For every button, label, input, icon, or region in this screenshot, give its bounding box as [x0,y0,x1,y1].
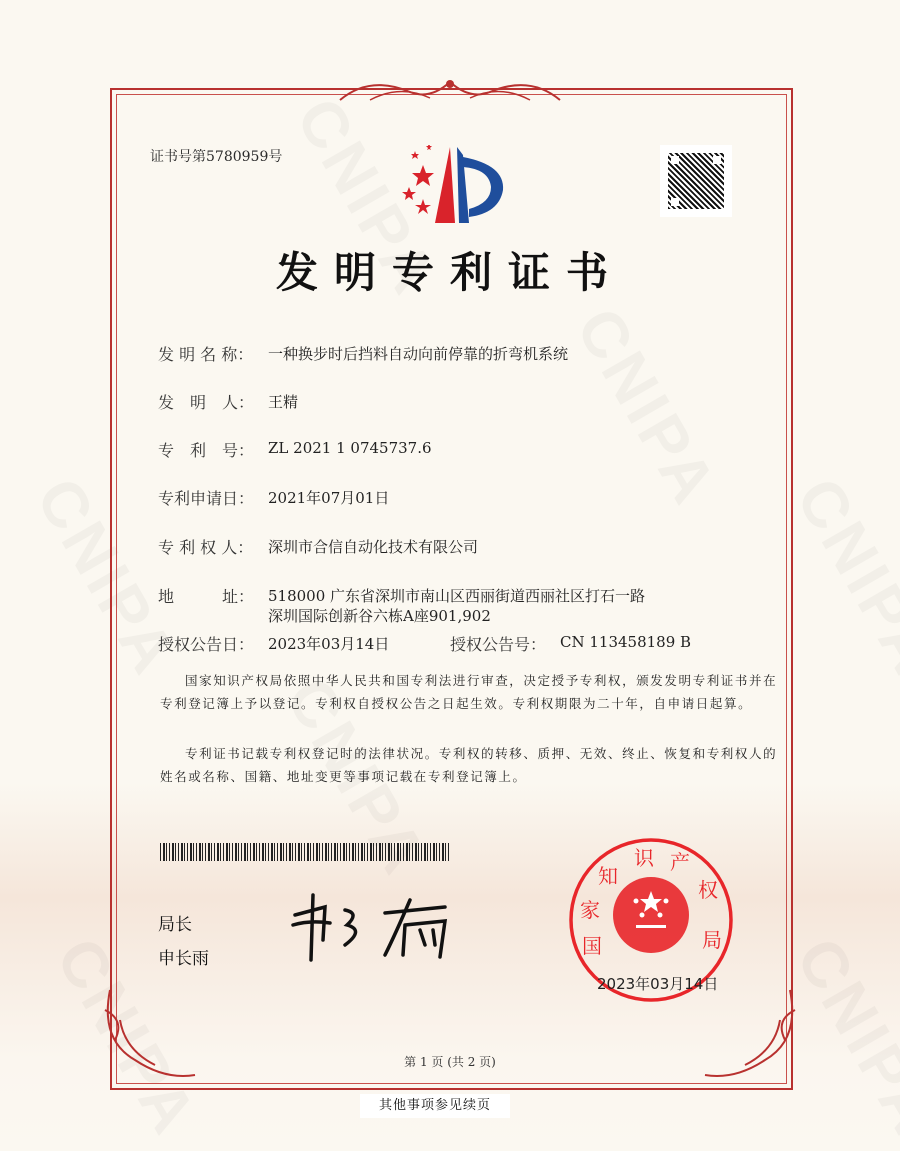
grant-number-value: CN 113458189 B [560,633,692,651]
inventor-label: 发 明 人： [158,393,255,412]
seal-text: 国家知识产权局 [580,846,722,958]
signatory-name: 申长雨 [158,949,209,969]
inventor-value: 王精 [268,393,299,411]
patent-number-label: 专 利 号： [158,441,255,460]
patent-number-value: ZL 2021 1 0745737.6 [268,439,432,457]
signatory-title: 局长 [158,915,192,935]
invention-name-value: 一种换步时后挡料自动向前停靠的折弯机系统 [268,345,569,363]
cnipa-logo [395,145,510,225]
filing-date-value: 2021年07月01日 [268,489,390,507]
page-title: 发明专利证书 [275,248,624,297]
paragraph-legal-status: 专利证书记载专利权登记时的法律状况。专利权的转移、质押、无效、终止、恢复和专利权人的姓名或名称、国籍、地址变更等事项记载在专利登记簿上。 [160,746,778,784]
invention-name-label: 发 明 名 称： [158,345,254,364]
grant-date-value: 2023年03月14日 [268,635,390,653]
filing-date-label: 专利申请日： [158,489,255,508]
continued-note: 其他事项参见续页 [360,1094,510,1118]
patentee-label: 专 利 权 人： [158,538,254,557]
page-indicator: 第 1 页 (共 2 页) [404,1055,496,1069]
certificate-number: 证书号第5780959号 [150,149,283,165]
grant-date-label: 授权公告日： [158,635,255,654]
paragraph-grant-statement: 国家知识产权局依照中华人民共和国专利法进行审查，决定授予专利权，颁发发明专利证书并在专利登记簿上予以登记。专利权自授权公告之日起生效。专利权期限为二十年，自申请日起算。 [160,673,778,711]
address-label: 地 址： [158,587,255,606]
grant-number-label: 授权公告号： [450,635,547,654]
seal-date: 2023年03月14日 [597,975,719,993]
corner-ornament-left [95,980,205,1090]
barcode [160,843,450,861]
handwritten-signature [285,885,465,965]
address-line-1: 518000 广东省深圳市南山区西丽街道西丽社区打石一路 [268,587,646,605]
address-line-2: 深圳国际创新谷六栋A座901,902 [268,607,491,625]
top-ornament [330,70,570,110]
qr-code [660,145,732,217]
patentee-value: 深圳市合信自动化技术有限公司 [268,538,479,556]
